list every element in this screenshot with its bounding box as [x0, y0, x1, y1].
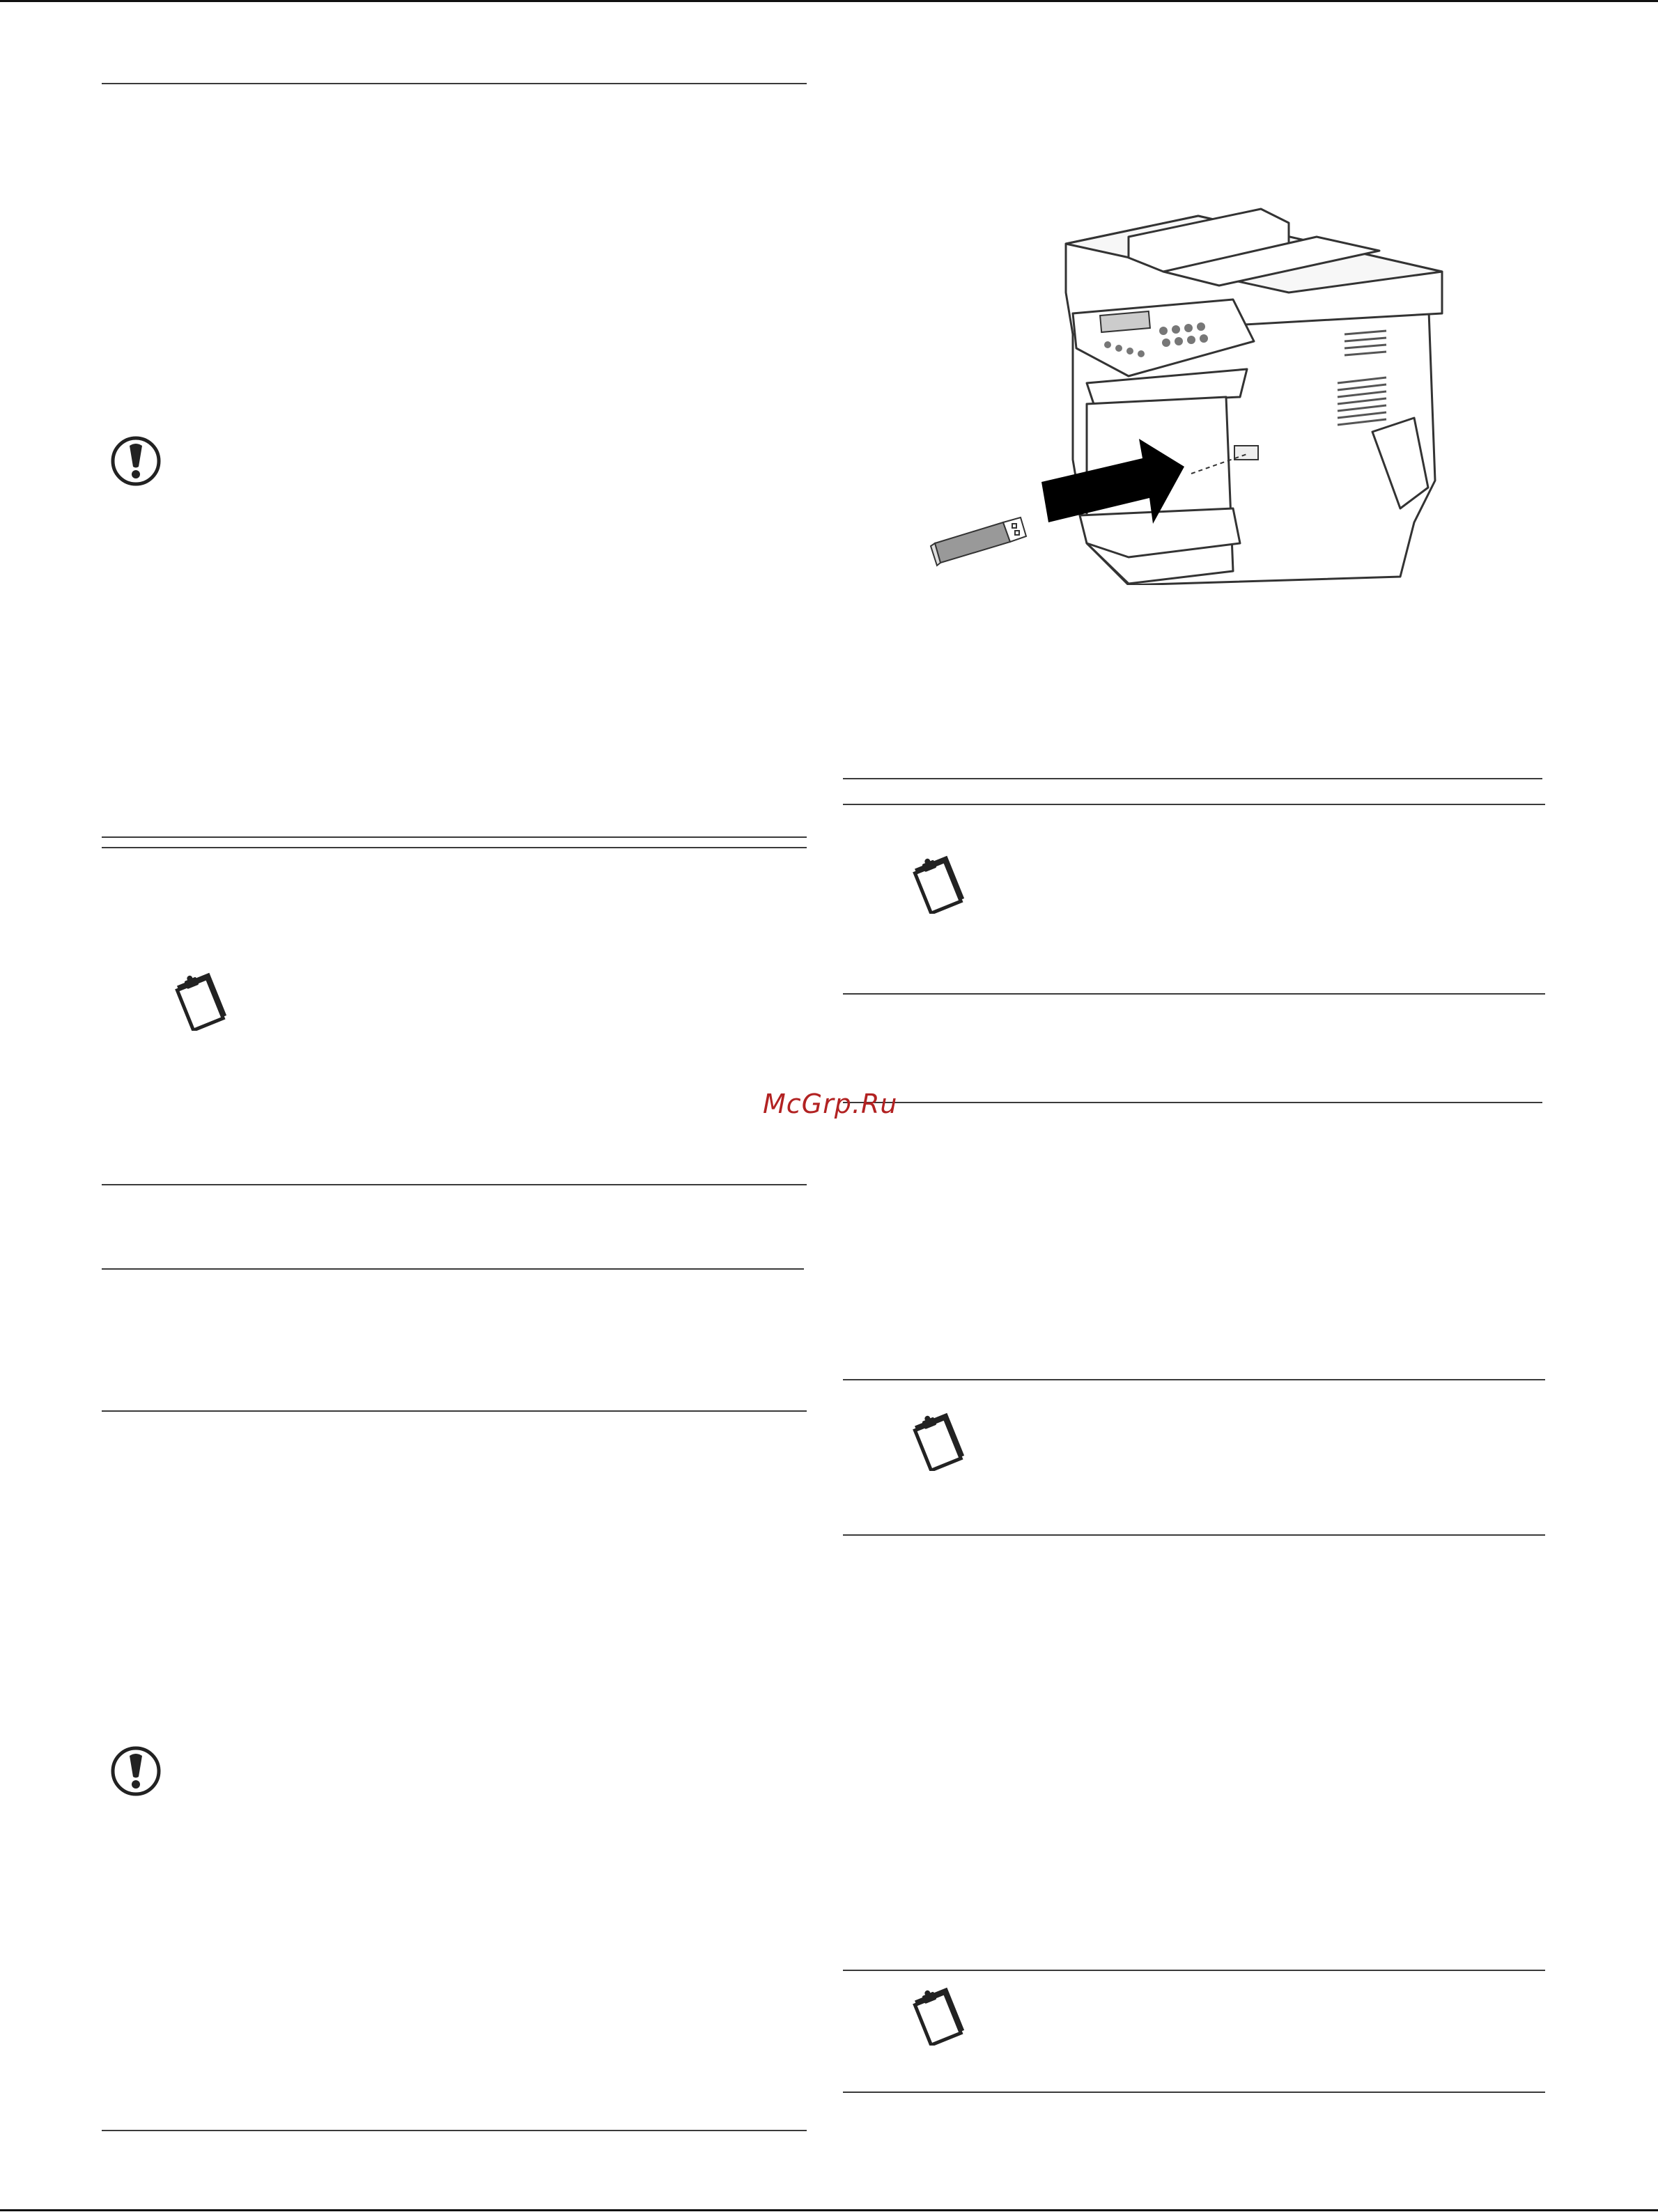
left-rule-2b	[102, 847, 807, 848]
clipboard-note-icon	[907, 1412, 971, 1471]
exclamation-warning-icon	[109, 435, 162, 488]
page-bottom-border	[0, 2209, 1658, 2211]
right-rule-1	[843, 778, 1542, 779]
left-rule-1	[102, 83, 807, 84]
right-rule-2	[843, 804, 1545, 805]
left-rule-3	[102, 1184, 807, 1185]
page-top-border	[0, 0, 1658, 2]
watermark-link[interactable]: McGrp.Ru	[763, 1089, 898, 1119]
right-rule-4	[843, 1102, 1542, 1103]
left-rule-6	[102, 2130, 807, 2131]
right-rule-5	[843, 1379, 1545, 1380]
printer-usb-illustration	[899, 195, 1470, 585]
clipboard-note-icon	[907, 1987, 971, 2046]
clipboard-note-icon	[907, 855, 971, 914]
right-rule-3	[843, 993, 1545, 995]
left-rule-5	[102, 1410, 807, 1412]
left-rule-4	[102, 1268, 804, 1270]
right-rule-6	[843, 1534, 1545, 1536]
left-rule-2a	[102, 836, 807, 838]
exclamation-warning-icon	[109, 1745, 162, 1798]
clipboard-note-icon	[169, 972, 233, 1031]
right-rule-8	[843, 2092, 1545, 2093]
right-rule-7	[843, 1970, 1545, 1971]
